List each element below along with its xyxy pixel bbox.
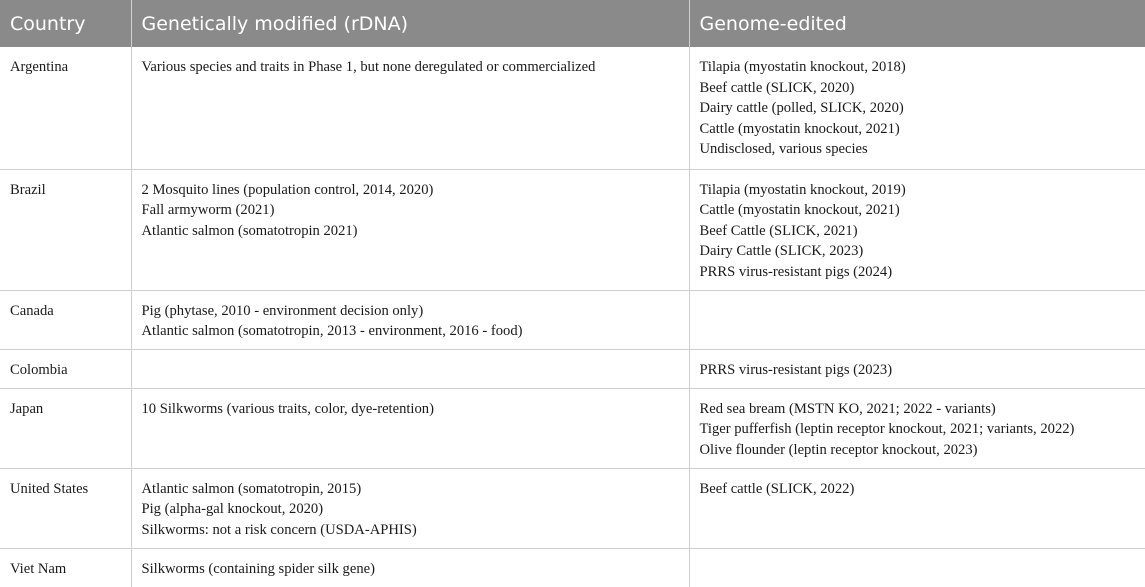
gm-cell [131, 388, 689, 468]
country-cell: Colombia [0, 349, 131, 388]
ge-cell [689, 548, 1145, 587]
gm-cell [131, 290, 689, 349]
header-genetically-modified: Genetically modified (rDNA) [131, 0, 689, 47]
country-cell: United States [0, 468, 131, 548]
gm-entry: Various species and traits in Phase 1, but none deregulated or commercialized [141, 59, 596, 75]
ge-entry: Dairy Cattle (SLICK, 2023) [699, 243, 864, 260]
table-row [0, 388, 1145, 468]
ge-entry: Tilapia (myostatin knockout, 2018) [699, 59, 906, 75]
ge-entry: Tiger pufferfish (leptin receptor knockout, 2021; variants, 2022) [699, 421, 1075, 438]
gm-entry: 10 Silkworms (various traits, color, dye-retention) [141, 400, 434, 417]
header-genome-edited: Genome-edited [689, 0, 1145, 47]
ge-entry: PRRS virus-resistant pigs (2024) [699, 263, 893, 280]
gm-entry: Fall armyworm (2021) [141, 202, 275, 219]
ge-entry: Cattle (myostatin knockout, 2021) [699, 120, 900, 137]
ge-entry: Dairy cattle (polled, SLICK, 2020) [699, 100, 904, 117]
table-row [0, 290, 1145, 349]
gm-entry: Silkworms (containing spider silk gene) [141, 560, 375, 577]
country-cell: Argentina [0, 47, 131, 169]
table-header [0, 0, 1145, 47]
ge-entry: Cattle (myostatin knockout, 2021) [699, 202, 900, 219]
ge-entry: Undisclosed, various species [699, 141, 868, 158]
header-row [0, 0, 1145, 47]
ge-entry: Beef cattle (SLICK, 2020) [699, 79, 855, 96]
table-row [0, 169, 1145, 290]
table-row [0, 349, 1145, 388]
ge-entry: Olive flounder (leptin receptor knockout, 2023) [699, 441, 978, 458]
gm-entry: Pig (alpha-gal knockout, 2020) [141, 501, 324, 518]
gm-entry: Atlantic salmon (somatotropin 2021) [141, 222, 358, 239]
gm-cell [131, 468, 689, 548]
gm-entry: Pig (phytase, 2010 - environment decision only) [141, 302, 424, 319]
ge-cell [689, 468, 1145, 548]
gm-cell [131, 548, 689, 587]
gm-entry: 2 Mosquito lines (population control, 2014, 2020) [141, 181, 434, 198]
country-cell: Japan [0, 388, 131, 468]
ge-entry: Red sea bream (MSTN KO, 2021; 2022 - variants) [699, 400, 996, 417]
country-cell: Viet Nam [10, 560, 67, 577]
gm-cell [131, 349, 689, 388]
gm-entry: Silkworms: not a risk concern (USDA-APHIS) [141, 521, 417, 538]
ge-cell [689, 290, 1145, 349]
header-country: Country [0, 0, 131, 47]
ge-entry: Beef cattle (SLICK, 2022) [699, 480, 855, 497]
ge-entry: PRRS virus-resistant pigs (2023) [699, 361, 893, 378]
gm-cell [131, 169, 689, 290]
table-row [0, 548, 1145, 587]
table-row [0, 468, 1145, 548]
country-cell: Canada [0, 290, 131, 349]
gm-entry: Atlantic salmon (somatotropin, 2015) [141, 480, 362, 497]
table-row [0, 47, 1145, 169]
ge-cell [689, 349, 1145, 388]
gm-cell [131, 47, 689, 169]
ge-entry: Tilapia (myostatin knockout, 2019) [699, 181, 906, 198]
ge-cell [689, 47, 1145, 169]
ge-entry: Beef Cattle (SLICK, 2021) [699, 222, 858, 239]
country-cell: Brazil [0, 169, 131, 290]
ge-cell [689, 169, 1145, 290]
ge-cell [689, 388, 1145, 468]
gm-entry: Atlantic salmon (somatotropin, 2013 - environment, 2016 - food) [141, 323, 523, 340]
